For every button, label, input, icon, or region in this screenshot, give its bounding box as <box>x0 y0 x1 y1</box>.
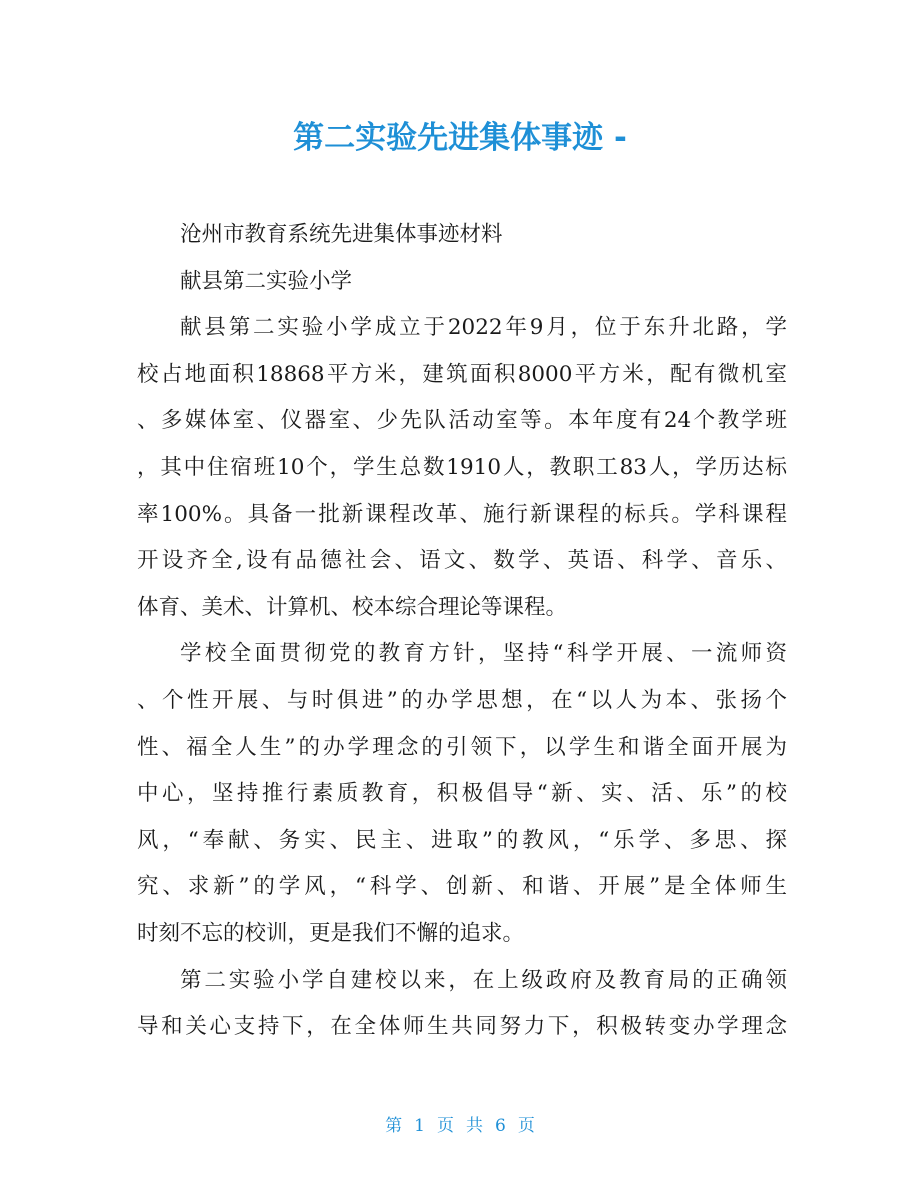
footer-page-label: 第 <box>385 1116 403 1136</box>
body-line: 献县第二实验小学 <box>180 268 353 294</box>
body-line: 沧州市教育系统先进集体事迹材料 <box>180 222 503 247</box>
page-footer <box>0 1112 920 1140</box>
body-line: ，其中住宿班10个，学生总数1910人，教职工83人，学历达标 <box>137 454 787 480</box>
footer-total-unit: 页 <box>517 1116 535 1136</box>
body-line: 中心，坚持推行素质教育，积极倡导“新、实、活、乐”的校 <box>137 781 787 807</box>
body-line: 第二实验小学自建校以来，在上级政府及教育局的正确领 <box>180 967 787 993</box>
body-line: 体育、美术、计算机、校本综合理论等课程。 <box>137 594 568 620</box>
footer-total-pages: 6 <box>495 1116 506 1136</box>
footer-total-label: 共 <box>466 1116 483 1136</box>
body-line: 校占地面积18868平方米，建筑面积8000平方米，配有微机室 <box>137 361 787 387</box>
body-line: 时刻不忘的校训，更是我们不懈的追求。 <box>137 920 525 946</box>
footer-page-unit: 页 <box>437 1116 454 1136</box>
body-line: 风，“奉献、务实、民主、进取”的教风，“乐学、多思、探 <box>137 827 787 853</box>
body-line: 、个性开展、与时俱进”的办学思想，在“以人为本、张扬个 <box>137 687 787 713</box>
body-line: 学校全面贯彻党的教育方针，坚持“科学开展、一流师资 <box>180 641 787 667</box>
body-line: 、多媒体室、仪器室、少先队活动室等。本年度有24个教学班 <box>137 408 787 434</box>
document-title: 第二实验先进集体事迹 - <box>293 120 627 156</box>
body-line: 性、福全人生”的办学理念的引领下，以学生和谐全面开展为 <box>137 734 787 760</box>
body-line: 导和关心支持下，在全体师生共同努力下，积极转变办学理念 <box>137 1014 787 1040</box>
body-line: 献县第二实验小学成立于2022年9月，位于东升北路，学 <box>180 315 787 341</box>
body-line: 究、求新”的学风，“科学、创新、和谐、开展”是全体师生 <box>137 874 787 900</box>
document-body <box>137 212 787 1051</box>
body-line: 率100%。具备一批新课程改革、施行新课程的标兵。学科课程 <box>137 501 787 527</box>
body-line: 开设齐全,设有品德社会、语文、数学、英语、科学、音乐、 <box>137 548 787 574</box>
footer-page-number: 1 <box>414 1116 425 1136</box>
